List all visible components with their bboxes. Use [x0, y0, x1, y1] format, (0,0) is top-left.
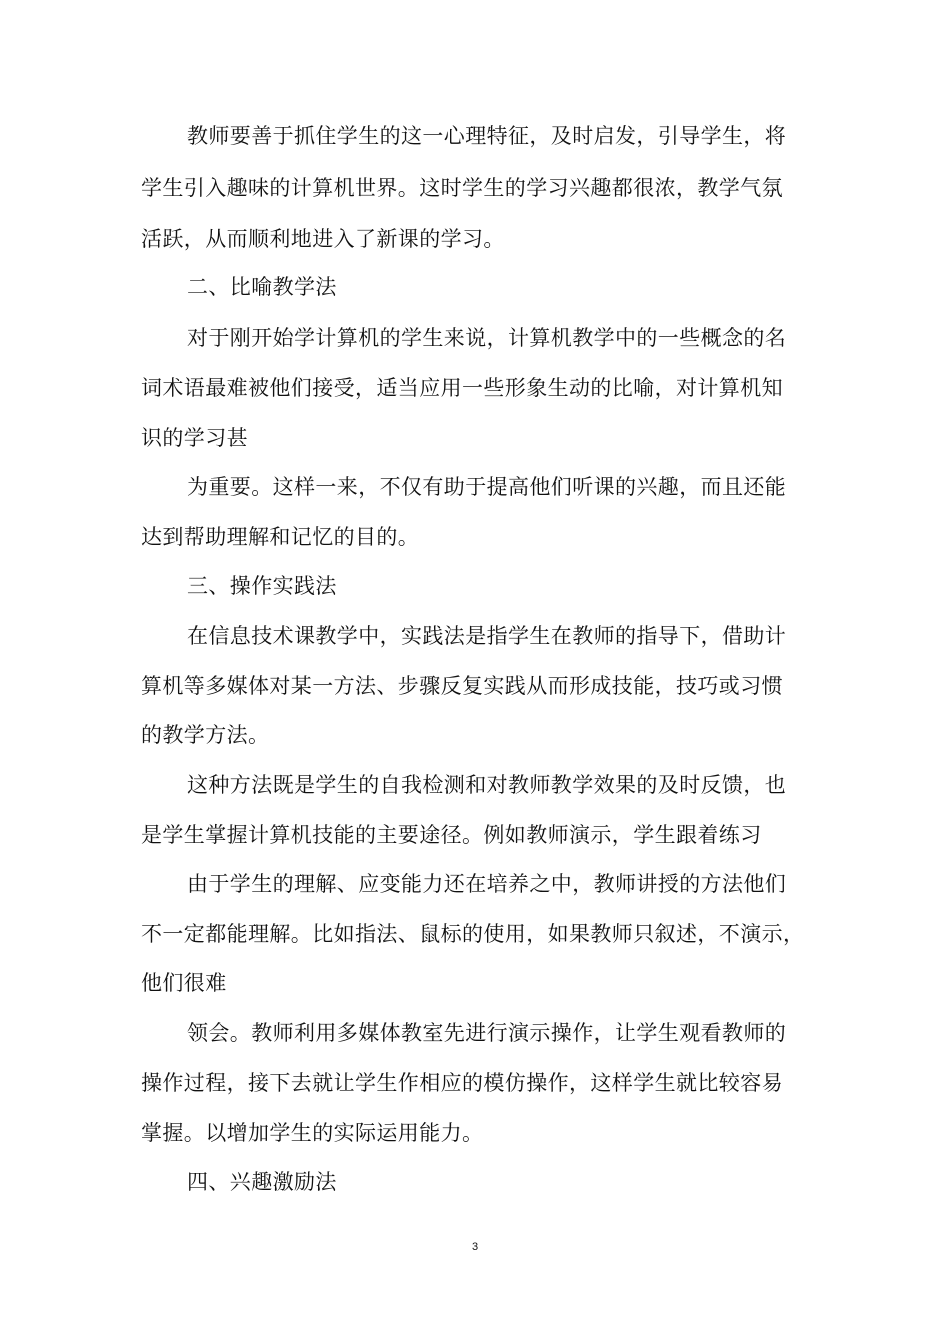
text-line: 教师要善于抓住学生的这一心理特征，及时启发，引导学生，将 [187, 124, 787, 148]
text-line: 为重要。这样一来，不仅有助于提高他们听课的兴趣，而且还能 [187, 475, 787, 499]
text-line: 对于刚开始学计算机的学生来说，计算机教学中的一些概念的名 [187, 326, 787, 350]
page-number: 3 [471, 1241, 479, 1253]
text-line: 掌握。以增加学生的实际运用能力。 [141, 1121, 484, 1145]
text-line: 他们很难 [141, 971, 227, 995]
text-line: 词术语最难被他们接受，适当应用一些形象生动的比喻，对计算机知 [141, 376, 783, 400]
text-line: 学生引入趣味的计算机世界。这时学生的学习兴趣都很浓，教学气氛 [141, 176, 783, 200]
section-heading: 三、操作实践法 [187, 574, 337, 598]
section-heading: 二、比喻教学法 [187, 275, 337, 299]
text-line: 活跃，从而顺利地进入了新课的学习。 [141, 227, 505, 251]
text-line: 在信息技术课教学中，实践法是指学生在教师的指导下，借助计 [187, 624, 787, 648]
text-line: 不一定都能理解。比如指法、鼠标的使用，如果教师只叙述，不演示， [141, 922, 805, 946]
text-line: 算机等多媒体对某一方法、步骤反复实践从而形成技能，技巧或习惯 [141, 674, 783, 698]
text-line: 是学生掌握计算机技能的主要途径。例如教师演示，学生跟着练习 [141, 823, 762, 847]
text-line: 识的学习甚 [141, 426, 248, 450]
text-line: 由于学生的理解、应变能力还在培养之中，教师讲授的方法他们 [187, 872, 787, 896]
text-line: 领会。教师利用多媒体教室先进行演示操作，让学生观看教师的 [187, 1021, 787, 1045]
text-line: 达到帮助理解和记忆的目的。 [141, 525, 420, 549]
text-line: 这种方法既是学生的自我检测和对教师教学效果的及时反馈，也 [187, 773, 787, 797]
section-heading: 四、兴趣激励法 [187, 1170, 337, 1194]
text-line: 操作过程，接下去就让学生作相应的模仿操作，这样学生就比较容易 [141, 1071, 783, 1095]
text-line: 的教学方法。 [141, 723, 270, 747]
